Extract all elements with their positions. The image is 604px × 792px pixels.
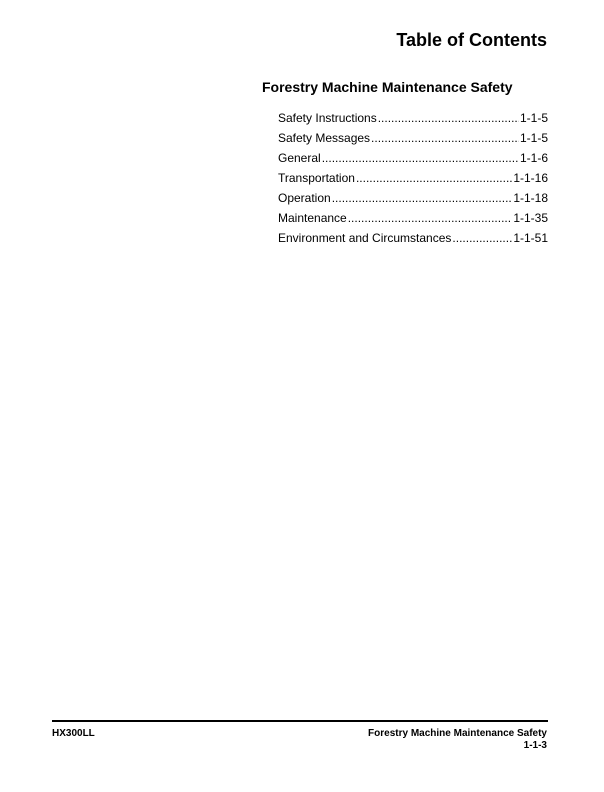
toc-entry-page: 1-1-16 — [513, 171, 548, 185]
footer-model: HX300LL — [52, 728, 95, 739]
toc-entry-label: Transportation — [278, 171, 355, 185]
footer-divider — [52, 720, 548, 722]
toc-entry-safety-messages[interactable] — [278, 128, 548, 148]
toc-entry-label: Maintenance — [278, 211, 347, 225]
toc-dot-leader — [371, 128, 519, 148]
toc-dot-leader — [332, 188, 513, 208]
toc-entry-page: 1-1-5 — [519, 131, 548, 145]
toc-entry-label: Safety Messages — [278, 131, 371, 145]
section-title: Forestry Machine Maintenance Safety — [262, 79, 513, 95]
toc-entry-page: 1-1-5 — [519, 111, 548, 125]
toc-entry-maintenance[interactable] — [278, 208, 548, 228]
footer-page-number: 1-1-3 — [523, 740, 547, 751]
toc-entry-label: Environment and Circumstances — [278, 231, 452, 245]
toc-entry-page: 1-1-18 — [513, 191, 548, 205]
toc-list — [278, 108, 548, 248]
toc-dot-leader — [378, 108, 519, 128]
toc-dot-leader — [322, 148, 519, 168]
toc-entry-safety-instructions[interactable] — [278, 108, 548, 128]
toc-dot-leader — [452, 228, 512, 248]
toc-entry-operation[interactable] — [278, 188, 548, 208]
page-title: Table of Contents — [396, 30, 547, 50]
toc-entry-page: 1-1-51 — [513, 231, 548, 245]
toc-entry-label: Safety Instructions — [278, 111, 377, 125]
toc-entry-label: Operation — [278, 191, 331, 205]
toc-entry-label: General — [278, 151, 321, 165]
toc-dot-leader — [348, 208, 513, 228]
toc-dot-leader — [356, 168, 512, 188]
toc-entry-page: 1-1-35 — [513, 211, 548, 225]
toc-entry-page: 1-1-6 — [519, 151, 548, 165]
footer-section-name: Forestry Machine Maintenance Safety — [368, 728, 547, 739]
toc-entry-general[interactable] — [278, 148, 548, 168]
footer-info — [368, 728, 547, 752]
toc-entry-environment-and-circumstances[interactable] — [278, 228, 548, 248]
toc-entry-transportation[interactable] — [278, 168, 548, 188]
